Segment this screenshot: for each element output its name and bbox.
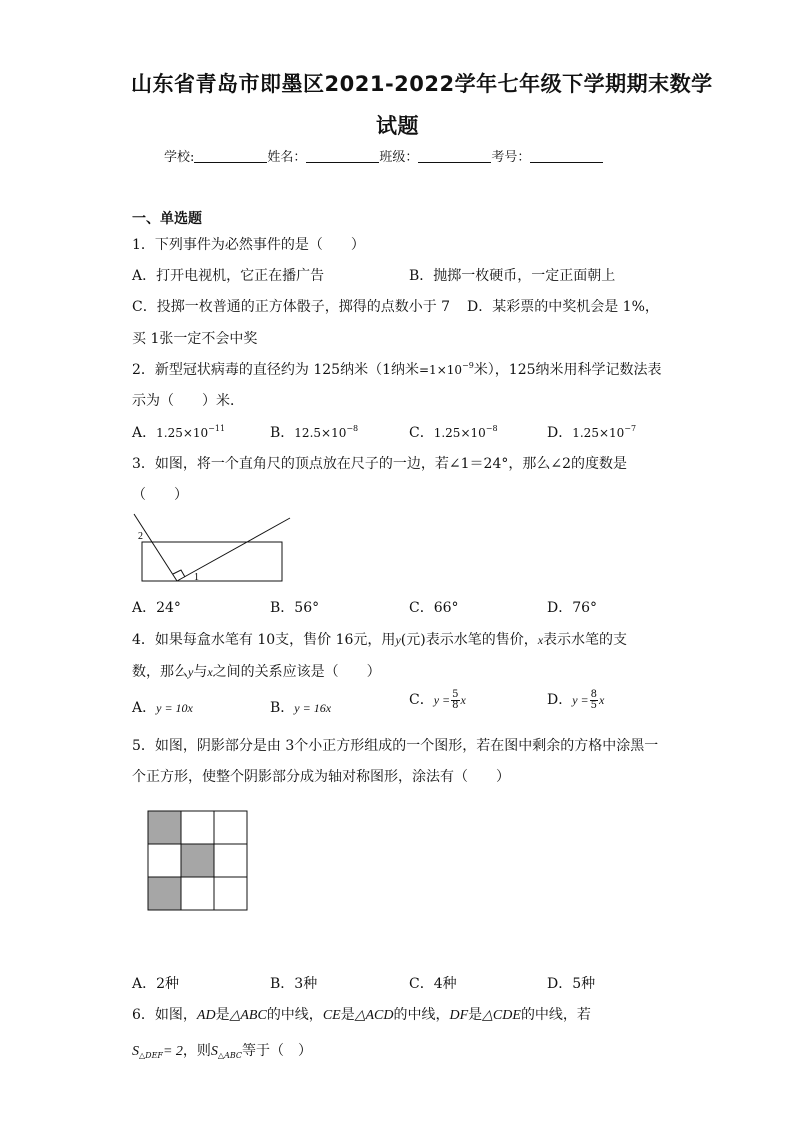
q6-ce: CE xyxy=(322,1008,341,1023)
q4-d-den: 5 xyxy=(590,699,598,711)
grid-cell-shaded xyxy=(181,844,214,877)
q4-stem-line2 xyxy=(132,661,381,681)
q4-b-expr: y = 16x xyxy=(294,701,332,715)
exam-no-blank xyxy=(530,150,603,163)
q4-option-b xyxy=(270,697,331,717)
grid-cell xyxy=(181,877,214,910)
q1-option-b: B．抛掷一枚硬币，一定正面朝上 xyxy=(409,268,616,284)
q6-part-i: 等于（ ） xyxy=(242,1043,312,1059)
school-blank xyxy=(194,150,267,163)
q6-s2: S xyxy=(210,1044,218,1059)
q2-c-exp: −8 xyxy=(485,424,498,433)
q6-part-e: 的中线， xyxy=(393,1007,450,1023)
q4-d-lhs: y = xyxy=(572,693,589,707)
q5-grid-figure xyxy=(147,810,249,912)
q2-d-exp: −7 xyxy=(624,424,637,433)
q4-d-label: D． xyxy=(547,692,573,708)
q6-stem-line1 xyxy=(132,1004,591,1024)
q5-stem-line2: 个正方形，使整个阴影部分成为轴对称图形，涂法有（ ） xyxy=(132,769,510,785)
q2-stem-line2: 示为（ ）米． xyxy=(132,393,244,409)
section-heading: 一、单选题 xyxy=(132,211,202,227)
q2-d-base: 1.25×10 xyxy=(572,426,625,440)
document-title-line1: 山东省青岛市即墨区2021-2022学年七年级下学期期末数学 xyxy=(131,72,713,96)
q6-sub-def: △DEF xyxy=(139,1051,163,1060)
q6-part-c: 的中线， xyxy=(266,1007,323,1023)
q1-option-a: A．打开电视机，它正在播广告 xyxy=(132,268,325,284)
grid-cell xyxy=(214,844,247,877)
class-label: 班级： xyxy=(379,150,419,165)
q4-b-label: B． xyxy=(270,700,295,716)
q2-c-base: 1.25×10 xyxy=(433,426,486,440)
q2-stem-line1 xyxy=(132,359,662,379)
q2-a-exp: −11 xyxy=(208,424,226,433)
q4-d-num: 8 xyxy=(590,688,598,700)
grid-cell-shaded xyxy=(148,811,181,844)
q1-stem: 1．下列事件为必然事件的是（ ） xyxy=(132,237,365,253)
q2-option-d xyxy=(547,422,636,442)
q6-tri-cde: △CDE xyxy=(482,1008,521,1023)
q5-option-b: B．3种 xyxy=(270,976,318,992)
q4-stem-part5: 与 xyxy=(193,664,208,680)
q4-var-x: x xyxy=(537,633,544,647)
q2-a-base: 1.25×10 xyxy=(156,426,209,440)
q6-stem-line2 xyxy=(132,1040,312,1060)
q2-b-label: B． xyxy=(270,425,295,441)
q6-tri-acd: △ACD xyxy=(354,1008,394,1023)
q6-part-f: 是 xyxy=(468,1007,483,1023)
q2-unit-eq: =1×10 xyxy=(419,363,463,377)
q2-option-a xyxy=(132,422,225,442)
q3-square-left-arm xyxy=(134,514,177,581)
grid-cell-shaded xyxy=(148,877,181,910)
q2-d-label: D． xyxy=(547,425,573,441)
q4-c-fraction xyxy=(451,690,459,711)
q3-angle1-label: 1 xyxy=(194,572,199,583)
school-label: 学校: xyxy=(164,150,195,165)
document-title-line2: 试题 xyxy=(376,114,419,138)
exam-no-label: 考号： xyxy=(491,150,531,165)
q4-stem-part2: (元)表示水笔的售价， xyxy=(400,632,538,648)
q6-part-b: 是 xyxy=(215,1007,230,1023)
q5-option-c: C．4种 xyxy=(409,976,457,992)
q4-var-y: y xyxy=(395,633,401,647)
grid-cell xyxy=(214,877,247,910)
q6-tri-abc: △ABC xyxy=(229,1008,267,1023)
q3-right-angle-mark xyxy=(173,570,185,577)
q3-ruler-figure xyxy=(132,510,297,590)
q4-stem-part6: 之间的关系应该是（ ） xyxy=(212,664,381,680)
q1-option-c: C．投掷一枚普通的正方体骰子，掷得的点数小于 7 xyxy=(132,299,451,315)
q5-option-a: A．2种 xyxy=(132,976,180,992)
q6-part-d: 是 xyxy=(340,1007,355,1023)
student-info-line xyxy=(164,146,603,165)
q2-b-exp: −8 xyxy=(346,424,359,433)
q4-stem-part3: 表示水笔的支 xyxy=(543,632,628,648)
class-blank xyxy=(418,150,491,163)
q4-option-c xyxy=(409,689,466,711)
q6-eq2: = 2 xyxy=(162,1044,183,1059)
q3-option-d: D．76° xyxy=(547,600,598,616)
q6-sub-abc: △ABC xyxy=(217,1051,242,1060)
q6-part-h: ，则 xyxy=(182,1043,211,1059)
q5-stem-line1: 5．如图，阴影部分是由 3个小正方形组成的一个图形，若在图中剩余的方格中涂黑一 xyxy=(132,738,659,754)
q6-s1: S xyxy=(132,1044,139,1059)
q1-option-d-line2: 买 1张一定不会中奖 xyxy=(132,331,258,347)
q5-option-d: D．5种 xyxy=(547,976,596,992)
q5-grid-cells xyxy=(148,811,247,910)
grid-cell xyxy=(214,811,247,844)
q4-d-fraction xyxy=(590,690,598,711)
q4-c-num: 5 xyxy=(452,688,459,700)
q4-var-y-2: y xyxy=(188,665,194,679)
q2-b-base: 12.5×10 xyxy=(294,426,347,440)
q2-stem-part1: 2．新型冠状病毒的直径约为 125纳米（1纳米 xyxy=(132,362,419,378)
q2-unit-exp: −9 xyxy=(462,361,474,370)
q4-a-label: A． xyxy=(132,700,157,716)
q3-option-a: A．24° xyxy=(132,600,181,616)
q4-option-a xyxy=(132,697,193,717)
grid-cell xyxy=(148,844,181,877)
grid-cell xyxy=(181,811,214,844)
q4-c-label: C． xyxy=(409,692,434,708)
q4-c-den: 8 xyxy=(452,699,459,711)
q3-stem: 3．如图，将一个直角尺的顶点放在尺子的一边，若∠1＝24°，那么∠2的度数是 xyxy=(132,456,627,472)
q4-a-expr: y = 10x xyxy=(156,701,193,715)
q3-option-c: C．66° xyxy=(409,600,459,616)
q4-stem-line1 xyxy=(132,629,627,649)
q4-stem-part4: 数，那么 xyxy=(132,664,188,680)
name-label: 姓名： xyxy=(267,150,307,165)
q4-c-var: x xyxy=(460,693,466,707)
q4-d-var: x xyxy=(599,693,605,707)
q2-c-label: C． xyxy=(409,425,434,441)
q2-option-b xyxy=(270,422,358,442)
name-blank xyxy=(306,150,379,163)
q4-option-d xyxy=(547,689,604,711)
q6-df: DF xyxy=(449,1008,469,1023)
q6-ad: AD xyxy=(196,1008,216,1023)
q1-option-d-line1: D．某彩票的中奖机会是 1%， xyxy=(467,299,659,315)
q2-stem-part2: 米），125纳米用科学记数法表 xyxy=(473,362,662,378)
q3-angle2-label: 2 xyxy=(138,531,143,542)
q2-a-label: A． xyxy=(132,425,157,441)
q4-stem-part1: 4．如果每盒水笔有 10支，售价 16元，用 xyxy=(132,632,396,648)
q2-option-c xyxy=(409,422,498,442)
q4-var-x-2: x xyxy=(207,665,213,679)
q6-part-g: 的中线，若 xyxy=(520,1007,591,1023)
q3-paren: （ ） xyxy=(132,487,188,503)
q6-part-a: 6．如图， xyxy=(132,1007,197,1023)
q3-option-b: B．56° xyxy=(270,600,320,616)
q4-c-lhs: y = xyxy=(433,693,451,707)
